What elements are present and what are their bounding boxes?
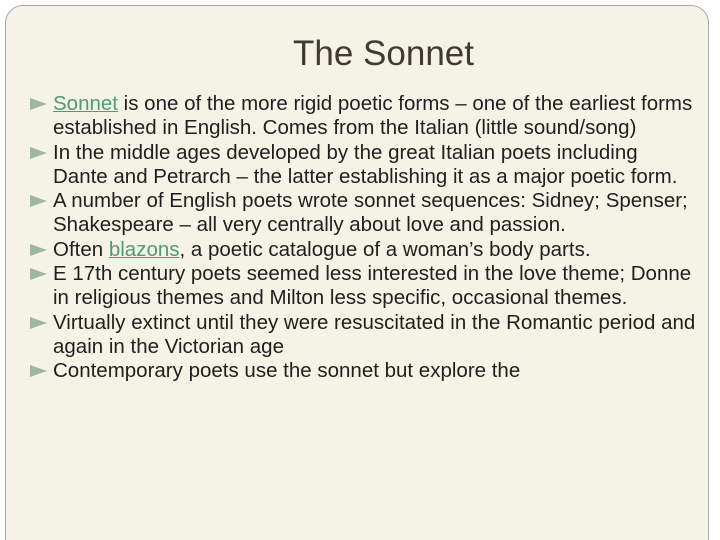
bullet-list [6,92,708,384]
arrow-bullet-icon [30,147,47,159]
arrow-bullet-icon [30,365,47,377]
slide-title: The Sonnet [293,34,474,73]
bullet-item [6,262,708,311]
bullet-text: In the middle ages developed by the great Italian poets including Dante and Petrarch – the latter establishing it as a major poetic form. [53,140,678,188]
arrow-bullet-icon [30,268,47,280]
arrow-bullet-icon [30,317,47,329]
bullet-text: is one of the more rigid poetic forms – one of the earliest forms established in English. Comes from the Italian (little sound/song) [53,92,693,140]
bullet-item [6,359,708,383]
bullet-text: , a poetic catalogue of a woman’s body parts. [179,237,591,261]
arrow-bullet-icon [30,98,47,110]
highlighted-term: Sonnet [53,92,118,115]
slide-frame [5,5,709,540]
bullet-item [6,92,708,141]
bullet-item [6,189,708,238]
bullet-text: E 17th century poets seemed less interested in the love theme; Donne in religious themes and Milton less specific, occasional themes. [53,262,692,310]
arrow-bullet-icon [30,195,47,207]
bullet-text: A number of English poets wrote sonnet sequences: Sidney; Spenser; Shakespeare – all very centrally about love and passion. [53,189,688,237]
highlighted-term: blazons [108,237,180,261]
bullet-text: Often [53,237,109,261]
bullet-item [6,238,708,262]
arrow-bullet-icon [30,244,47,256]
bullet-text: Contemporary poets use the sonnet but explore the [53,359,521,383]
bullet-item [6,141,708,190]
bullet-item [6,311,708,360]
bullet-text: Virtually extinct until they were resuscitated in the Romantic period and again in the Victorian age [53,310,696,358]
